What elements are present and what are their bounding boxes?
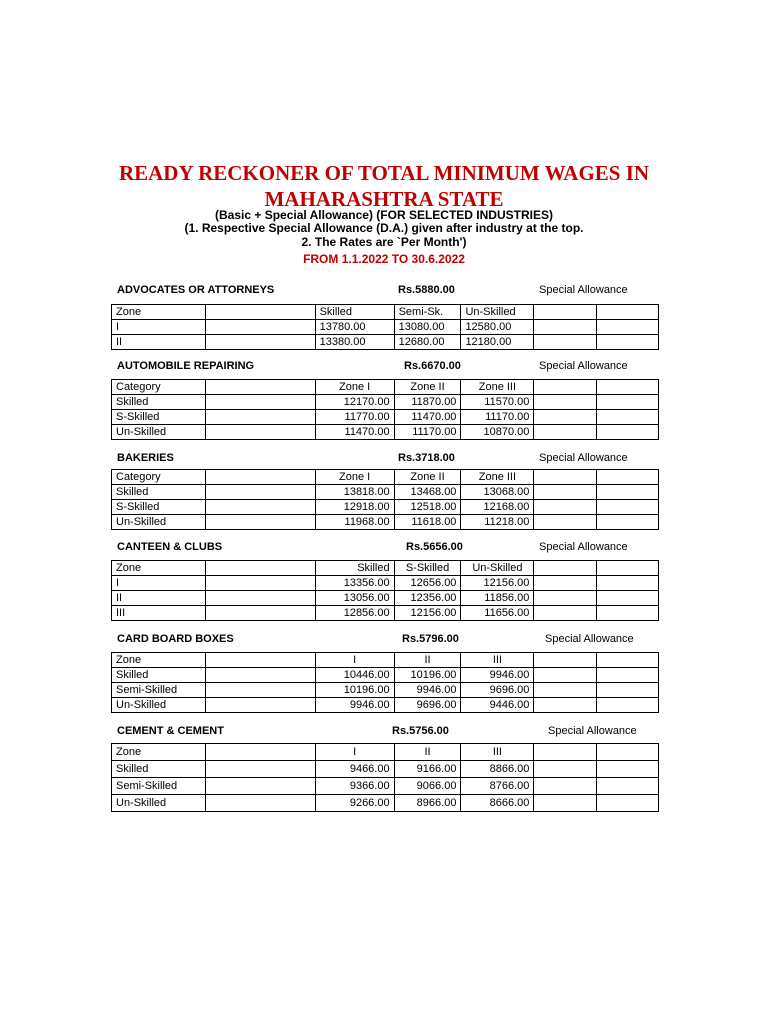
table-cell: 9066.00: [394, 778, 461, 795]
title-line-2: MAHARASHTRA STATE: [264, 187, 504, 211]
header-cell: Semi-Sk.: [394, 305, 461, 320]
table-cell: [597, 778, 659, 795]
header-cell: [597, 744, 659, 761]
header-cell: Zone: [112, 305, 206, 320]
table-cell: [534, 320, 597, 335]
section-rate: Rs.5796.00: [402, 633, 459, 645]
table-cell: [206, 683, 315, 698]
header-cell: III: [461, 744, 534, 761]
table-row: [112, 395, 659, 410]
table-cell: [206, 335, 315, 350]
table-cell: [206, 795, 315, 812]
table-row: [112, 778, 659, 795]
table-cell: 13356.00: [315, 576, 394, 591]
table-cell: [597, 395, 659, 410]
table-cell: 11470.00: [315, 425, 394, 440]
table-cell: [597, 698, 659, 713]
special-allowance-label: Special Allowance: [545, 633, 634, 645]
table-cell: [597, 425, 659, 440]
wage-table: [111, 469, 659, 530]
header-cell: [534, 380, 597, 395]
table-cell: [534, 515, 597, 530]
table-cell: [206, 410, 315, 425]
table-cell: 13818.00: [315, 485, 394, 500]
table-cell: 8666.00: [461, 795, 534, 812]
header-cell: Zone III: [461, 470, 534, 485]
table-cell: 12856.00: [315, 606, 394, 621]
table-cell: Semi-Skilled: [112, 778, 206, 795]
wage-table: [111, 379, 659, 440]
table-cell: 9166.00: [394, 761, 461, 778]
table-row: [112, 591, 659, 606]
table-cell: 12180.00: [461, 335, 534, 350]
table-cell: II: [112, 335, 206, 350]
table-cell: 11968.00: [315, 515, 394, 530]
header-cell: Un-Skilled: [461, 305, 534, 320]
header-cell: [597, 653, 659, 668]
table-cell: III: [112, 606, 206, 621]
table-cell: Un-Skilled: [112, 795, 206, 812]
table-cell: 11770.00: [315, 410, 394, 425]
table-header-row: [112, 305, 659, 320]
table-cell: [534, 761, 597, 778]
header-cell: [206, 380, 315, 395]
table-cell: [597, 591, 659, 606]
special-allowance-label: Special Allowance: [539, 284, 628, 296]
subtitle-basis: (Basic + Special Allowance) (FOR SELECTED INDUSTRIES): [215, 208, 553, 222]
table-cell: [206, 591, 315, 606]
table-cell: 12680.00: [394, 335, 461, 350]
table-cell: S-Skilled: [112, 500, 206, 515]
table-cell: [597, 320, 659, 335]
table-cell: 13056.00: [315, 591, 394, 606]
table-cell: 12918.00: [315, 500, 394, 515]
table-row: [112, 410, 659, 425]
table-cell: [597, 683, 659, 698]
table-cell: 8766.00: [461, 778, 534, 795]
table-row: [112, 515, 659, 530]
table-header-row: [112, 744, 659, 761]
table-cell: [206, 485, 315, 500]
header-cell: II: [394, 744, 461, 761]
table-cell: Un-Skilled: [112, 515, 206, 530]
table-cell: 12580.00: [461, 320, 534, 335]
header-cell: Zone: [112, 744, 206, 761]
section-title: CANTEEN & CLUBS: [117, 541, 223, 553]
table-cell: 12156.00: [394, 606, 461, 621]
table-cell: [534, 425, 597, 440]
subtitle-note-2: 2. The Rates are `Per Month'): [301, 235, 467, 249]
table-cell: 11870.00: [394, 395, 461, 410]
header-cell: [597, 380, 659, 395]
section-rate: Rs.6670.00: [404, 360, 461, 372]
table-cell: 10446.00: [315, 668, 394, 683]
table-row: [112, 795, 659, 812]
header-cell: [534, 744, 597, 761]
header-cell: Category: [112, 470, 206, 485]
table-row: [112, 335, 659, 350]
header-cell: Zone: [112, 561, 206, 576]
table-row: [112, 606, 659, 621]
period-label: FROM 1.1.2022 TO 30.6.2022: [303, 252, 465, 266]
page-title: [0, 160, 768, 212]
table-cell: 13080.00: [394, 320, 461, 335]
table-cell: S-Skilled: [112, 410, 206, 425]
section-title: AUTOMOBILE REPAIRING: [117, 360, 255, 372]
table-cell: Un-Skilled: [112, 425, 206, 440]
table-cell: [206, 778, 315, 795]
table-row: [112, 761, 659, 778]
table-cell: 11218.00: [461, 515, 534, 530]
section-rate: Rs.5880.00: [398, 284, 455, 296]
header-cell: Zone III: [461, 380, 534, 395]
special-allowance-label: Special Allowance: [539, 360, 628, 372]
table-cell: 12656.00: [394, 576, 461, 591]
header-cell: [206, 470, 315, 485]
table-cell: Skilled: [112, 485, 206, 500]
table-cell: 10870.00: [461, 425, 534, 440]
table-header-row: [112, 653, 659, 668]
special-allowance-label: Special Allowance: [539, 452, 628, 464]
section-rate: Rs.5656.00: [406, 541, 463, 553]
table-cell: [206, 761, 315, 778]
table-cell: Semi-Skilled: [112, 683, 206, 698]
header-cell: [597, 305, 659, 320]
header-cell: S-Skilled: [394, 561, 461, 576]
table-header-row: [112, 380, 659, 395]
table-cell: 12168.00: [461, 500, 534, 515]
table-cell: 13068.00: [461, 485, 534, 500]
table-cell: [534, 778, 597, 795]
table-cell: [597, 668, 659, 683]
table-header-row: [112, 561, 659, 576]
table-cell: 13468.00: [394, 485, 461, 500]
table-cell: [206, 515, 315, 530]
table-cell: [206, 320, 315, 335]
table-cell: 9696.00: [394, 698, 461, 713]
header-cell: II: [394, 653, 461, 668]
table-cell: 9466.00: [315, 761, 394, 778]
table-cell: I: [112, 576, 206, 591]
header-cell: Zone: [112, 653, 206, 668]
table-cell: 12356.00: [394, 591, 461, 606]
table-cell: [534, 698, 597, 713]
table-cell: [597, 410, 659, 425]
table-cell: Un-Skilled: [112, 698, 206, 713]
table-cell: 10196.00: [315, 683, 394, 698]
table-cell: [597, 515, 659, 530]
table-cell: [534, 668, 597, 683]
table-cell: [534, 591, 597, 606]
table-row: [112, 698, 659, 713]
table-row: [112, 425, 659, 440]
special-allowance-label: Special Allowance: [548, 725, 637, 737]
table-cell: [206, 395, 315, 410]
table-cell: [206, 668, 315, 683]
header-cell: [534, 305, 597, 320]
header-cell: Zone I: [315, 470, 394, 485]
table-cell: [534, 606, 597, 621]
table-cell: [206, 576, 315, 591]
table-cell: [597, 500, 659, 515]
header-cell: Category: [112, 380, 206, 395]
special-allowance-label: Special Allowance: [539, 541, 628, 553]
header-cell: [206, 744, 315, 761]
table-cell: [597, 485, 659, 500]
table-cell: [534, 576, 597, 591]
section-title: CEMENT & CEMENT: [117, 725, 224, 737]
table-cell: Skilled: [112, 395, 206, 410]
wage-table: [111, 304, 659, 350]
table-cell: 12518.00: [394, 500, 461, 515]
table-cell: [534, 335, 597, 350]
table-cell: 9696.00: [461, 683, 534, 698]
table-cell: 12170.00: [315, 395, 394, 410]
table-cell: [534, 485, 597, 500]
title-line-1: READY RECKONER OF TOTAL MINIMUM WAGES IN: [118, 161, 650, 185]
table-cell: 9946.00: [315, 698, 394, 713]
table-cell: [534, 500, 597, 515]
header-cell: [534, 561, 597, 576]
table-row: [112, 668, 659, 683]
table-cell: Skilled: [112, 761, 206, 778]
header-cell: Skilled: [315, 561, 394, 576]
header-cell: [534, 470, 597, 485]
table-cell: [597, 795, 659, 812]
header-cell: I: [315, 744, 394, 761]
header-cell: [597, 561, 659, 576]
table-cell: 11656.00: [461, 606, 534, 621]
table-row: [112, 320, 659, 335]
table-cell: [597, 761, 659, 778]
table-cell: 8966.00: [394, 795, 461, 812]
table-cell: [206, 606, 315, 621]
table-row: [112, 683, 659, 698]
table-cell: 11618.00: [394, 515, 461, 530]
table-cell: [597, 576, 659, 591]
wage-table: [111, 560, 659, 621]
table-cell: [534, 410, 597, 425]
table-cell: 11856.00: [461, 591, 534, 606]
header-cell: Zone II: [394, 470, 461, 485]
table-cell: [206, 698, 315, 713]
subtitle-note-1: (1. Respective Special Allowance (D.A.) given after industry at the top.: [184, 221, 584, 235]
table-cell: [206, 425, 315, 440]
table-cell: [534, 395, 597, 410]
section-title: CARD BOARD BOXES: [117, 633, 234, 645]
header-cell: Skilled: [315, 305, 394, 320]
header-cell: I: [315, 653, 394, 668]
table-cell: 11170.00: [394, 425, 461, 440]
header-cell: [597, 470, 659, 485]
table-cell: 11170.00: [461, 410, 534, 425]
table-cell: 9946.00: [394, 683, 461, 698]
header-cell: III: [461, 653, 534, 668]
table-cell: 9946.00: [461, 668, 534, 683]
table-row: [112, 576, 659, 591]
table-cell: II: [112, 591, 206, 606]
table-cell: [534, 795, 597, 812]
header-cell: Zone II: [394, 380, 461, 395]
header-cell: [206, 653, 315, 668]
table-row: [112, 485, 659, 500]
table-header-row: [112, 470, 659, 485]
header-cell: [534, 653, 597, 668]
section-rate: Rs.5756.00: [392, 725, 449, 737]
table-cell: [206, 500, 315, 515]
table-cell: 9446.00: [461, 698, 534, 713]
header-cell: [206, 561, 315, 576]
table-cell: I: [112, 320, 206, 335]
table-cell: 9266.00: [315, 795, 394, 812]
header-cell: Un-Skilled: [461, 561, 534, 576]
section-title: BAKERIES: [117, 452, 174, 464]
table-cell: 13780.00: [315, 320, 394, 335]
header-cell: Zone I: [315, 380, 394, 395]
table-cell: 13380.00: [315, 335, 394, 350]
table-cell: [597, 606, 659, 621]
table-cell: 8866.00: [461, 761, 534, 778]
wage-table: [111, 652, 659, 713]
wage-table: [111, 743, 659, 812]
table-cell: 10196.00: [394, 668, 461, 683]
table-cell: 12156.00: [461, 576, 534, 591]
header-cell: [206, 305, 315, 320]
table-cell: Skilled: [112, 668, 206, 683]
table-cell: 9366.00: [315, 778, 394, 795]
table-cell: [534, 683, 597, 698]
table-cell: [597, 335, 659, 350]
table-row: [112, 500, 659, 515]
table-cell: 11570.00: [461, 395, 534, 410]
table-cell: 11470.00: [394, 410, 461, 425]
section-title: ADVOCATES OR ATTORNEYS: [117, 284, 275, 296]
section-rate: Rs.3718.00: [398, 452, 455, 464]
